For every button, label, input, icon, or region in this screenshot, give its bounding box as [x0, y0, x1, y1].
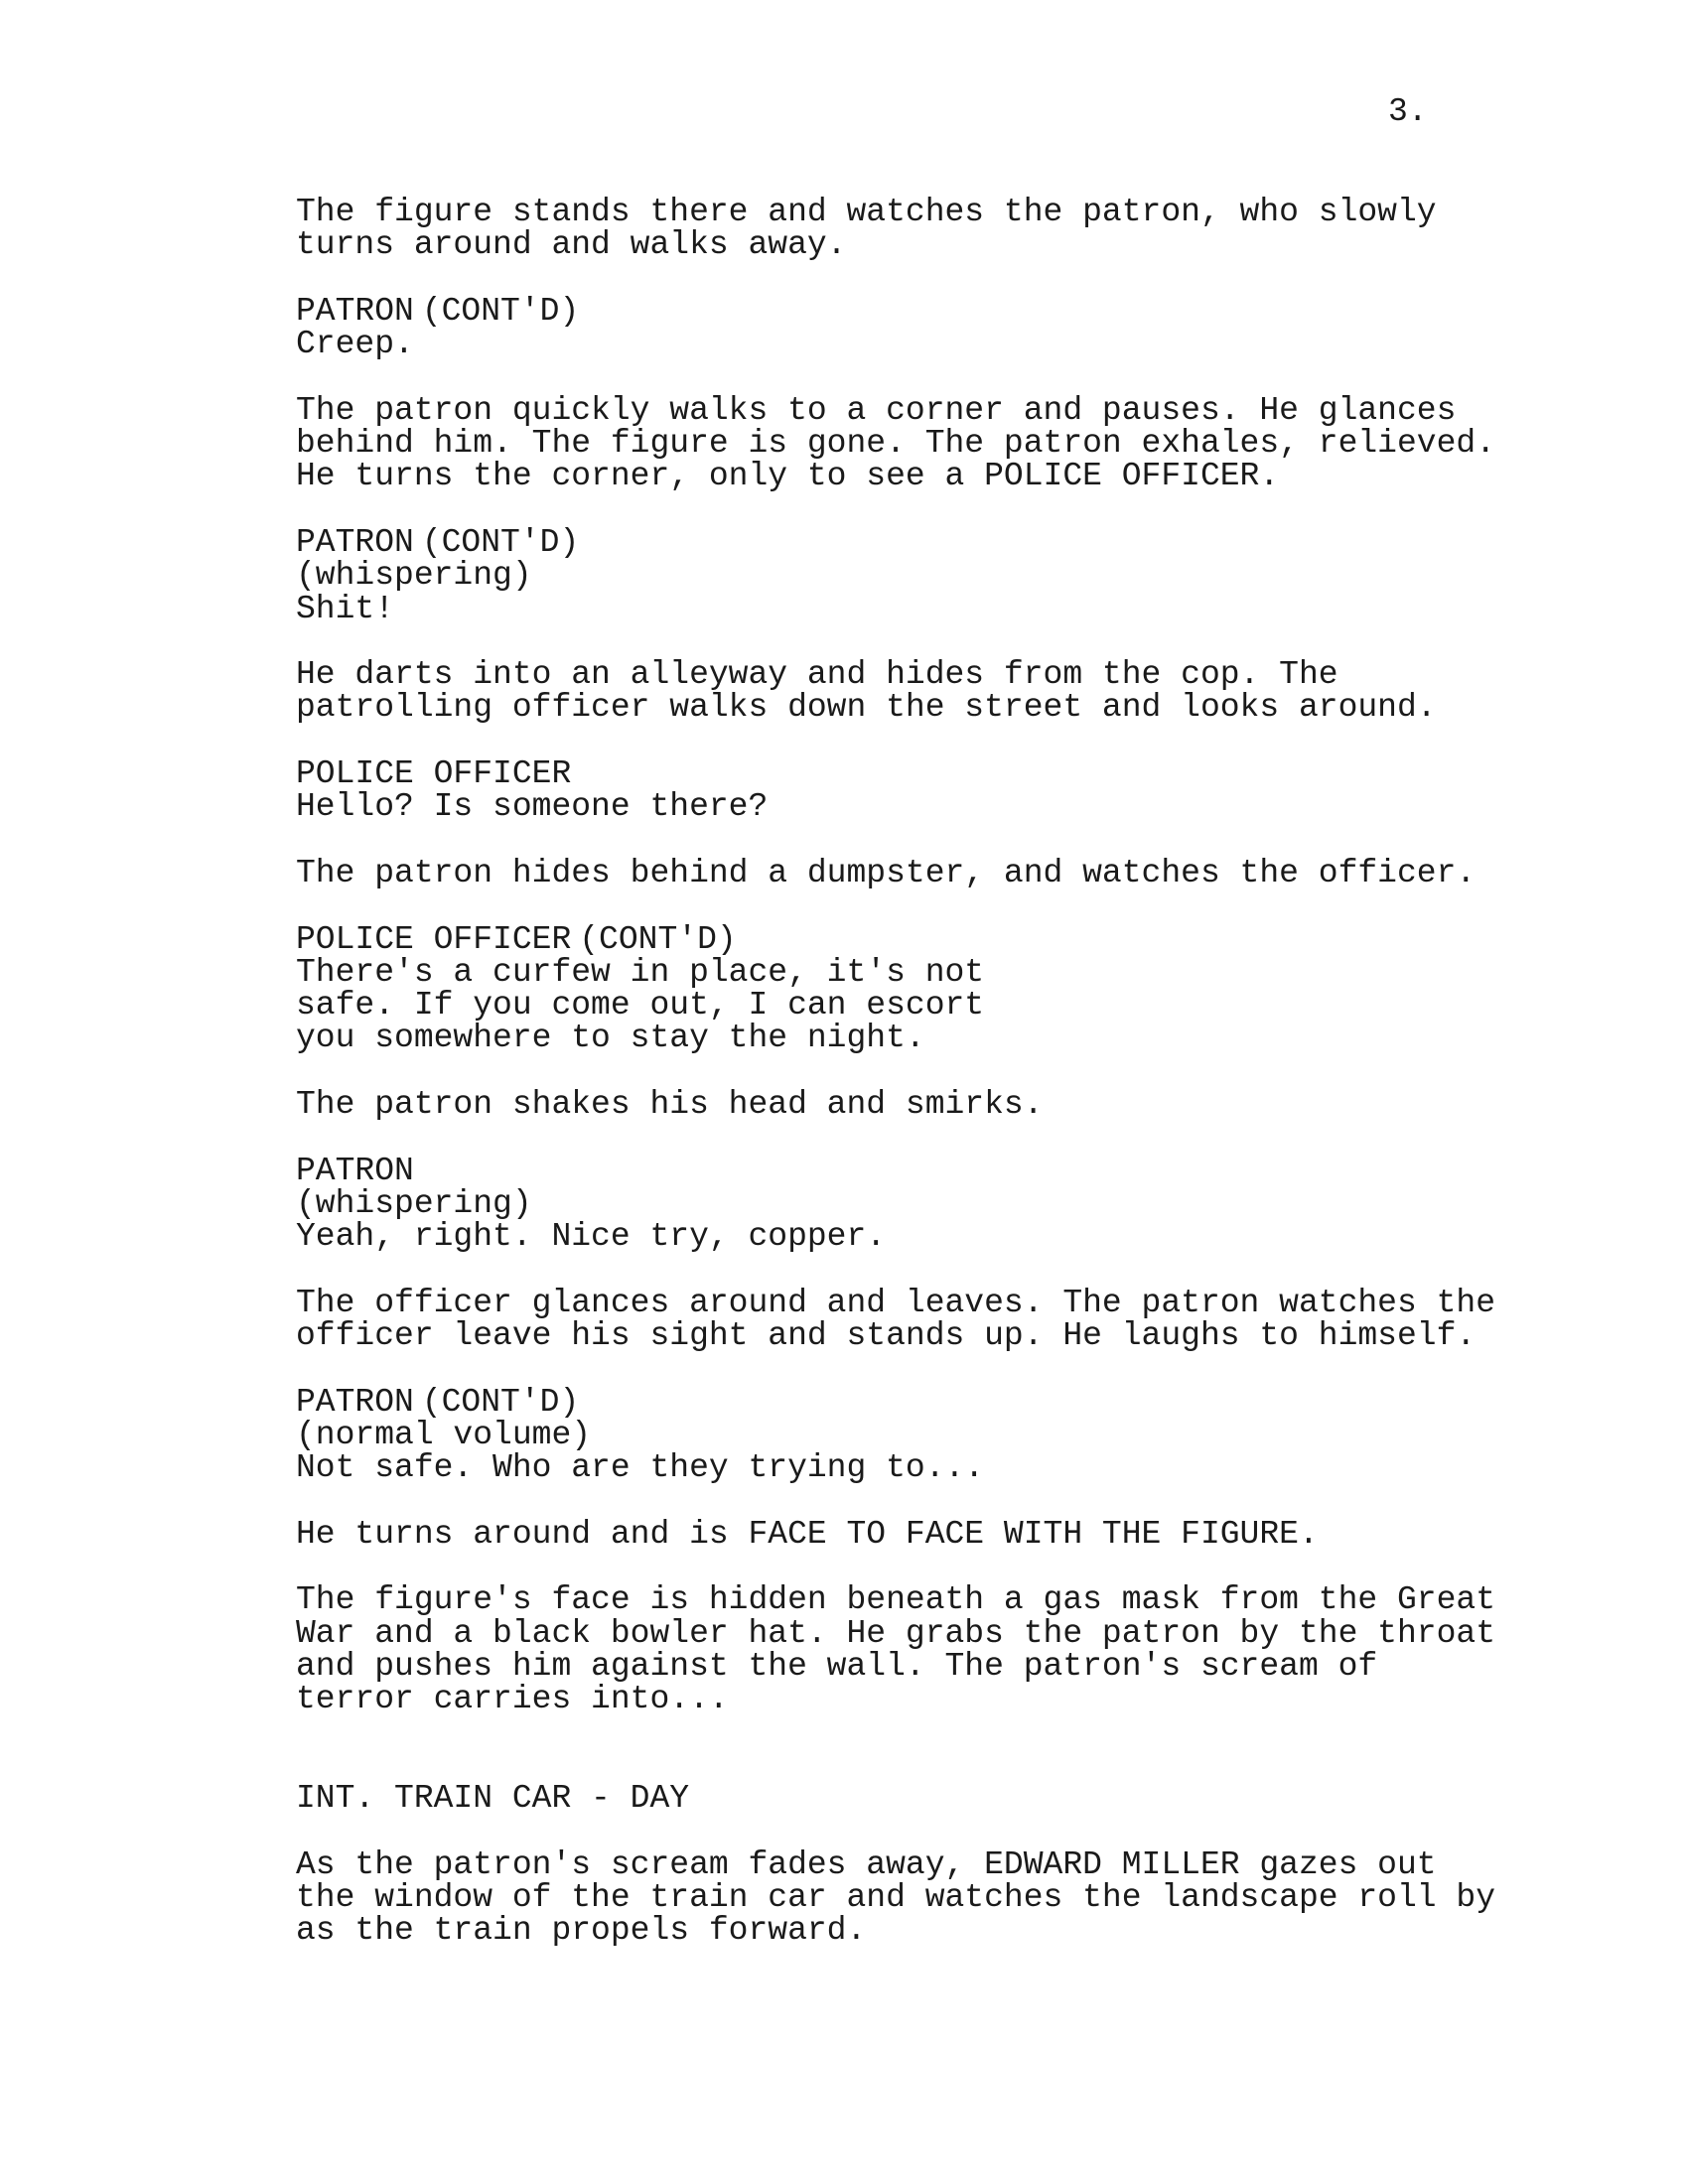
- dialogue-line: Yeah, right. Nice try, copper.: [296, 1218, 887, 1256]
- character-cue: [296, 920, 1567, 958]
- character-name: POLICE OFFICER: [296, 920, 572, 958]
- character-name: POLICE OFFICER: [296, 755, 572, 793]
- scene-heading: INT. TRAIN CAR - DAY: [296, 1780, 690, 1818]
- parenthetical: (normal volume): [296, 1416, 592, 1453]
- dialogue-line: Not safe. Who are they trying to...: [296, 1449, 985, 1487]
- parenthetical: (whispering): [296, 557, 532, 595]
- action-line: He darts into an alleyway and hides from the cop. The patrolling officer walks down the street and looks around.: [296, 656, 1437, 727]
- dialogue-line: There's a curfew in place, it's not safe. If you come out, I can escort you somewhere to stay the night.: [296, 953, 985, 1057]
- character-name: PATRON: [296, 1383, 414, 1421]
- character-cue: [296, 1152, 1567, 1189]
- character-name: PATRON: [296, 1152, 414, 1189]
- action-line: The patron shakes his head and smirks.: [296, 1086, 1044, 1124]
- action-line: The figure's face is hidden beneath a gas mask from the Great War and a black bowler hat. He grabs the patron by the throat and pushes him against the wall. The patron's scream of terror carries into...: [296, 1581, 1495, 1718]
- character-cue: [296, 523, 1567, 561]
- action-line: As the patron's scream fades away, EDWARD MILLER gazes out the window of the train car and watches the landscape roll by as the train propels forward.: [296, 1845, 1495, 1950]
- action-line: The patron quickly walks to a corner and pauses. He glances behind him. The figure is gone. The patron exhales, relieved. He turns the corner, only to see a POLICE OFFICER.: [296, 391, 1495, 495]
- character-cue: [296, 292, 1567, 330]
- character-cue: [296, 1383, 1567, 1421]
- character-extension: (CONT'D): [421, 292, 580, 330]
- character-extension: (CONT'D): [421, 523, 580, 561]
- page-number: 3.: [1388, 93, 1428, 130]
- action-line: He turns around and is FACE TO FACE WITH THE FIGURE.: [296, 1515, 1319, 1553]
- dialogue-line: Creep.: [296, 326, 414, 363]
- action-line: The patron hides behind a dumpster, and watches the officer.: [296, 854, 1477, 891]
- character-cue: [296, 755, 1567, 793]
- character-name: PATRON: [296, 523, 414, 561]
- character-extension: (CONT'D): [421, 1383, 580, 1421]
- dialogue-line: Hello? Is someone there?: [296, 788, 769, 826]
- character-extension: (CONT'D): [579, 920, 737, 958]
- screenplay-body: [296, 196, 1567, 1948]
- action-line: The officer glances around and leaves. The patron watches the officer leave his sight and stands up. He laughs to himself.: [296, 1284, 1495, 1355]
- action-line: The figure stands there and watches the patron, who slowly turns around and walks away.: [296, 194, 1437, 264]
- character-name: PATRON: [296, 292, 414, 330]
- parenthetical: (whispering): [296, 1184, 532, 1222]
- dialogue-line: Shit!: [296, 590, 395, 627]
